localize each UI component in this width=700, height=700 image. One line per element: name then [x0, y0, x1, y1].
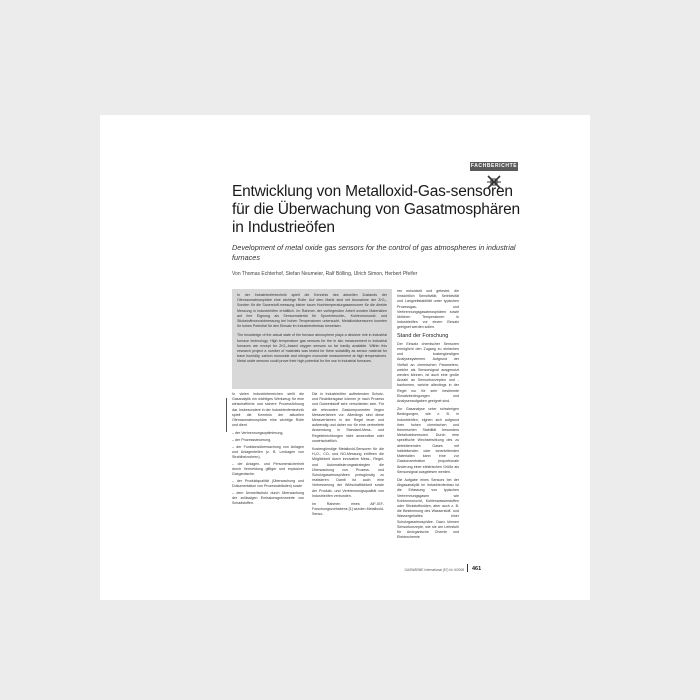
- page-number-divider: [467, 564, 468, 572]
- body-column-left: [232, 392, 304, 508]
- section-heading: Stand der Forschung: [397, 332, 449, 339]
- intro-paragraph: In vielen Industriebereichen stellt die Gasanalytik ein wichtiges Werkzeug für eine wirtschaftliche und sichere Prozessführung dar. Insbesondere in der Industrieofentechnik spielt die Kenntnis der aktuellen Ofenraumatmosphäre eine wichtige Rolle und dient: [232, 392, 304, 428]
- list-item: – der Anlagen- und Personensicherheit durch Vermeidung giftiger und explosiver Gasgemische,: [232, 461, 304, 477]
- body-paragraph: Zur Gasanalyse unter schwierigen Bedingungen, wie z. B. in Industrieöfen, eignen sich aufgrund ihrer hohen chemischen und thermischen Stabilität besonders Metalloxidsensoren. Durch eine spezifische Wechselwirkung des zu detektierenden Gases mit halbleitenden oder ionenleitenden Materialien kann eine zur Gaskonzentration proportionale Änderung einer elektrischen Größe als Sensorsignal ausgelesen werden.: [397, 407, 459, 474]
- body-paragraph: Kostengünstige Metalloxid-Sensoren für die H₂O-, CO- und NO-Messung eröffnen die Möglichkeit durch innovative Mess-, Regel- und Automatisierungsstrategien die Überwachung von Prozess- und Schutzgasatmosphären preisgünstig zu realisieren. Damit ist auch eine Verbesserung der Wirtschaftlichkeit sowie der Produkt- und Verbrennungsqualität von Industrieöfen verbunden.: [312, 447, 384, 498]
- abstract-german: In der Industrieofentechnik spielt die Kenntnis des aktuellen Zustands der Ofenraumatmosphäre eine wichtige Rolle. Auf dem Markt sind mit Ausnahme der ZrO₂-Sonden für die Sauerstoff-messung bisher kaum Hochtemperaturgassensoren für die direkte Messung in Industrieöfen erhältlich. Im Rahmen der vorliegenden Arbeit wurden Materialien auf ihre Eignung als Sensormaterial für Spurenfeuchte-, Kohlenmonoxid- und Stickstoffmonoxidmessung bei hohen Temperaturen untersucht. Metalloxidsensoren konnten ihr hohes Potential für den Einsatz im Industrieofenbau beweisen.: [237, 293, 387, 329]
- journal-footer: GASWÄRME International (57) Nr. 6/2008: [404, 568, 464, 572]
- body-column-middle: [312, 392, 384, 521]
- article-subtitle: Development of metal oxide gas sensors for the control of gas atmospheres in industrial furnaces: [232, 243, 516, 262]
- list-item: – der Prozesssteuerung,: [232, 438, 272, 443]
- body-paragraph: Im Rahmen eines AiF-IGF-Forschungsvorhabens [1] wurden Metalloxid-Senso-: [312, 502, 384, 517]
- list-item: – der Funktionsüberwachung von Anlagen und Anlagenteilen (z. B. Leckagen von Strahlheizrohren),: [232, 444, 304, 460]
- intro-rule: [226, 398, 227, 432]
- list-item: – der Produktqualität (Überwachung und Dokumentation von Prozessabläufen) sowie: [232, 479, 304, 489]
- body-column-right: [397, 289, 459, 543]
- list-item: – der Verbrennungsoptimierung,: [232, 431, 284, 436]
- list-item: – dem Umweltschutz durch Überwachung der zulässigen Emissionsgrenzwerte von Schadstoffen.: [232, 490, 304, 506]
- article-authors: Von Thomas Echterhof, Stefan Neumeier, Ralf Bölling, Ulrich Simon, Herbert Pfeifer: [232, 271, 418, 277]
- category-badge: FACHBERICHTE: [470, 163, 518, 169]
- body-paragraph: Die in Industrieöfen auftretenden Schutz- und Reaktionsgase können je nach Prozess und Gutwerkstoff sehr verschieden sein. Für die relevanten Gaskomponenten liegen Messverfahren vor. Allerdings sind diese Messverfahren in der Regel teuer und aufwendig und daher nur für eine verbreitete Anwendung in Standard-Mess- und Regeleinrichtungen nicht anwendbar oder unwirtschaftlich.: [312, 392, 384, 443]
- body-paragraph: ren entwickelt und getestet, die hinsichtlich Sensitivität, Selektivität und Langzeitstabilität unter typischen Prozessgas- und Verbrennungsgasatmosphären sowie üblichen Temperaturen in Industrieöfen vor einem Einsatz geeignet werden sollen.: [397, 289, 459, 330]
- body-paragraph: Der Einsatz chemischer Sensoren ermöglicht den Zugang zu einfachen und kostengünstigen Analysesystemen. Aufgrund der Vielfalt an chemischen Parametern, welche als Sensorsignal ausgenutzt werden können, ist auch eine große Anzahl an Sensorkonzepten und -bauformen, welche allerdings in der Regel nur für sehr bestimmte Einsatzbedingungen und Analysenaufgaben geeignet sind.: [397, 341, 459, 404]
- abstract-box: [232, 289, 392, 389]
- body-paragraph: Die Aufgabe eines Sensors bei der Abgasanalytik im Industrieofenbau ist die Erfassung von typischen Verbrennungsgasen wie Kohlenmonoxid, Kohlenwasserstoffen oder Stickstoffoxiden, aber auch z. B. die Bestimmung des Wasserstoff- und Wassergehaltes einer Schutzgasatmosphäre. Dazu können Sensorkonzepte, wie sie am Lehrstuhl für Anorganische Chemie und Elektrochemie: [397, 477, 459, 540]
- abstract-english: The knowledge of the actual state of the furnace atmosphere plays a decisive role in industrial furnace technology. High temperature gas sensors for the in situ measurement in industrial furnaces are except for ZrO₂-based oxygen sensors so far hardly available. Within this research project a number of materials was tested for there suitability as sensor material for trace humidity, carbon monoxide and nitrogen monoxide measurement at high temperatures. Metal oxide sensors could prove their high potential for the use in industrial furnaces.: [237, 333, 387, 364]
- page-number: 461: [472, 566, 482, 572]
- article-title: Entwicklung von Metalloxid-Gas-sensoren für die Überwachung von Gasatmosphären in Industrieöfen: [232, 183, 520, 236]
